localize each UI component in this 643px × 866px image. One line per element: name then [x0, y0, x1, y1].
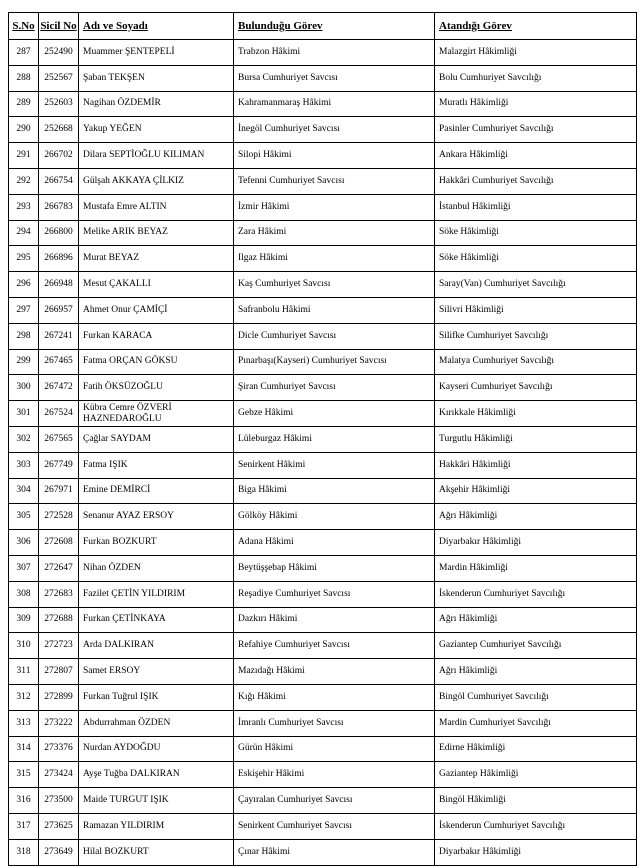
cell-assigned-post: Diyarbakır Hâkimliği: [435, 839, 637, 865]
cell-name: Gülşah AKKAYA ÇİLKIZ: [79, 168, 234, 194]
header-name: Adı ve Soyadı: [79, 13, 234, 40]
cell-sno: 313: [9, 710, 39, 736]
cell-assigned-post: İstanbul Hâkimliği: [435, 194, 637, 220]
header-sno: S.No: [9, 13, 39, 40]
cell-name: Yakup YEĞEN: [79, 117, 234, 143]
cell-current-post: Kığı Hâkimi: [234, 684, 435, 710]
cell-sno: 308: [9, 581, 39, 607]
table-row: [9, 426, 637, 452]
cell-sno: 289: [9, 91, 39, 117]
header-sicil: Sicil No: [39, 13, 79, 40]
table-row: [9, 168, 637, 194]
cell-name: Mesut ÇAKALLI: [79, 272, 234, 298]
cell-assigned-post: Pasinler Cumhuriyet Savcılığı: [435, 117, 637, 143]
cell-sicil: 267971: [39, 478, 79, 504]
table-row: [9, 323, 637, 349]
cell-assigned-post: İskenderun Cumhuriyet Savcılığı: [435, 581, 637, 607]
cell-sicil: 252668: [39, 117, 79, 143]
cell-current-post: Kaş Cumhuriyet Savcısı: [234, 272, 435, 298]
table-row: [9, 220, 637, 246]
table-row: [9, 375, 637, 401]
cell-name: Fatih ÖKSÜZOĞLU: [79, 375, 234, 401]
cell-name: Melike ARIK BEYAZ: [79, 220, 234, 246]
cell-assigned-post: İskenderun Cumhuriyet Savcılığı: [435, 813, 637, 839]
appointments-table: [8, 12, 637, 866]
cell-name: Abdurrahman ÖZDEN: [79, 710, 234, 736]
cell-current-post: Refahiye Cumhuriyet Savcısı: [234, 633, 435, 659]
cell-sno: 316: [9, 788, 39, 814]
cell-sno: 314: [9, 736, 39, 762]
cell-current-post: Dazkırı Hâkimi: [234, 607, 435, 633]
cell-assigned-post: Mardin Hâkimliği: [435, 555, 637, 581]
cell-sno: 307: [9, 555, 39, 581]
cell-name: Senanur AYAZ ERSOY: [79, 504, 234, 530]
cell-sicil: 272608: [39, 530, 79, 556]
cell-assigned-post: Gaziantep Hâkimliği: [435, 762, 637, 788]
table-row: [9, 710, 637, 736]
cell-sicil: 266754: [39, 168, 79, 194]
cell-current-post: Kahramanmaraş Hâkimi: [234, 91, 435, 117]
cell-current-post: Eskişehir Hâkimi: [234, 762, 435, 788]
cell-sicil: 252567: [39, 65, 79, 91]
cell-sicil: 266783: [39, 194, 79, 220]
cell-sno: 298: [9, 323, 39, 349]
cell-sno: 292: [9, 168, 39, 194]
cell-name: Furkan Tuğrul IŞIK: [79, 684, 234, 710]
cell-sno: 295: [9, 246, 39, 272]
cell-current-post: Beytüşşebap Hâkimi: [234, 555, 435, 581]
cell-current-post: Çayıralan Cumhuriyet Savcısı: [234, 788, 435, 814]
cell-sicil: 267472: [39, 375, 79, 401]
header-assigned-post: Atandığı Görev: [435, 13, 637, 40]
cell-assigned-post: Ağrı Hâkimliği: [435, 504, 637, 530]
cell-name: Muammer ŞENTEPELİ: [79, 40, 234, 66]
table-row: [9, 555, 637, 581]
cell-current-post: Bursa Cumhuriyet Savcısı: [234, 65, 435, 91]
cell-current-post: Adana Hâkimi: [234, 530, 435, 556]
cell-assigned-post: Edirne Hâkimliği: [435, 736, 637, 762]
cell-assigned-post: Ağrı Hâkimliği: [435, 607, 637, 633]
cell-current-post: Gölköy Hâkimi: [234, 504, 435, 530]
cell-current-post: Trabzon Hâkimi: [234, 40, 435, 66]
cell-name: Fatma IŞIK: [79, 452, 234, 478]
cell-sicil: 272528: [39, 504, 79, 530]
cell-current-post: Silopi Hâkimi: [234, 143, 435, 169]
cell-assigned-post: Muratlı Hâkimliği: [435, 91, 637, 117]
table-row: [9, 349, 637, 375]
cell-name: Emine DEMİRCİ: [79, 478, 234, 504]
cell-assigned-post: Hakkâri Cumhuriyet Savcılığı: [435, 168, 637, 194]
cell-sno: 306: [9, 530, 39, 556]
cell-sno: 302: [9, 426, 39, 452]
table-row: [9, 65, 637, 91]
cell-name: Ramazan YILDIRIM: [79, 813, 234, 839]
table-row: [9, 813, 637, 839]
cell-sno: 303: [9, 452, 39, 478]
cell-name: Arda DALKIRAN: [79, 633, 234, 659]
cell-name: Murat BEYAZ: [79, 246, 234, 272]
cell-sno: 300: [9, 375, 39, 401]
table-row: [9, 194, 637, 220]
cell-name: Samet ERSOY: [79, 659, 234, 685]
cell-sicil: 272723: [39, 633, 79, 659]
cell-current-post: Mazıdağı Hâkimi: [234, 659, 435, 685]
cell-assigned-post: Silivri Hâkimliği: [435, 297, 637, 323]
cell-sno: 288: [9, 65, 39, 91]
cell-sno: 287: [9, 40, 39, 66]
cell-assigned-post: Ankara Hâkimliği: [435, 143, 637, 169]
cell-sicil: 266957: [39, 297, 79, 323]
cell-current-post: İnegöl Cumhuriyet Savcısı: [234, 117, 435, 143]
cell-name: Ayşe Tuğba DALKIRAN: [79, 762, 234, 788]
cell-assigned-post: Bingöl Cumhuriyet Savcılığı: [435, 684, 637, 710]
cell-sicil: 266896: [39, 246, 79, 272]
cell-sno: 297: [9, 297, 39, 323]
cell-sicil: 272899: [39, 684, 79, 710]
table-row: [9, 401, 637, 427]
cell-current-post: Lüleburgaz Hâkimi: [234, 426, 435, 452]
cell-current-post: Senirkent Cumhuriyet Savcısı: [234, 813, 435, 839]
cell-sno: 301: [9, 401, 39, 427]
table-row: [9, 143, 637, 169]
cell-sicil: 267524: [39, 401, 79, 427]
cell-name: Furkan BOZKURT: [79, 530, 234, 556]
cell-sicil: 252603: [39, 91, 79, 117]
cell-assigned-post: Akşehir Hâkimliği: [435, 478, 637, 504]
cell-sno: 299: [9, 349, 39, 375]
cell-sicil: 273222: [39, 710, 79, 736]
cell-name: Hilal BOZKURT: [79, 839, 234, 865]
cell-current-post: Biga Hâkimi: [234, 478, 435, 504]
table-row: [9, 839, 637, 865]
cell-assigned-post: Diyarbakır Hâkimliği: [435, 530, 637, 556]
cell-sicil: 272647: [39, 555, 79, 581]
table-row: [9, 788, 637, 814]
cell-sicil: 267565: [39, 426, 79, 452]
cell-assigned-post: Gaziantep Cumhuriyet Savcılığı: [435, 633, 637, 659]
table-row: [9, 684, 637, 710]
cell-assigned-post: Söke Hâkimliği: [435, 246, 637, 272]
cell-name: Maide TURGUT IŞIK: [79, 788, 234, 814]
cell-name: Ahmet Onur ÇAMİÇİ: [79, 297, 234, 323]
cell-sicil: 252490: [39, 40, 79, 66]
cell-sno: 293: [9, 194, 39, 220]
cell-sno: 317: [9, 813, 39, 839]
cell-current-post: Safranbolu Hâkimi: [234, 297, 435, 323]
cell-current-post: Şiran Cumhuriyet Savcısı: [234, 375, 435, 401]
cell-current-post: Gebze Hâkimi: [234, 401, 435, 427]
table-row: [9, 246, 637, 272]
cell-current-post: Ilgaz Hâkimi: [234, 246, 435, 272]
cell-assigned-post: Bolu Cumhuriyet Savcılığı: [435, 65, 637, 91]
table-row: [9, 452, 637, 478]
table-row: [9, 659, 637, 685]
cell-current-post: Dicle Cumhuriyet Savcısı: [234, 323, 435, 349]
table-row: [9, 272, 637, 298]
cell-current-post: Zara Hâkimi: [234, 220, 435, 246]
cell-name: Nihan ÖZDEN: [79, 555, 234, 581]
cell-name: Furkan ÇETİNKAYA: [79, 607, 234, 633]
cell-current-post: Gürün Hâkimi: [234, 736, 435, 762]
table-row: [9, 478, 637, 504]
cell-current-post: Tefenni Cumhuriyet Savcısı: [234, 168, 435, 194]
cell-sno: 296: [9, 272, 39, 298]
cell-assigned-post: Bingöl Hâkimliği: [435, 788, 637, 814]
cell-sicil: 273649: [39, 839, 79, 865]
cell-name: Mustafa Emre ALTIN: [79, 194, 234, 220]
cell-assigned-post: Silifke Cumhuriyet Savcılığı: [435, 323, 637, 349]
cell-sno: 309: [9, 607, 39, 633]
cell-assigned-post: Söke Hâkimliği: [435, 220, 637, 246]
cell-name: Fatma ORÇAN GÖKSU: [79, 349, 234, 375]
cell-sno: 290: [9, 117, 39, 143]
cell-current-post: İmranlı Cumhuriyet Savcısı: [234, 710, 435, 736]
table-row: [9, 91, 637, 117]
cell-sicil: 266800: [39, 220, 79, 246]
cell-current-post: İzmir Hâkimi: [234, 194, 435, 220]
cell-name: Dilara SEPTİOĞLU KILIMAN: [79, 143, 234, 169]
cell-sicil: 267749: [39, 452, 79, 478]
table-row: [9, 736, 637, 762]
cell-assigned-post: Ağrı Hâkimliği: [435, 659, 637, 685]
header-current-post: Bulunduğu Görev: [234, 13, 435, 40]
cell-sno: 291: [9, 143, 39, 169]
cell-sicil: 273500: [39, 788, 79, 814]
cell-current-post: Senirkent Hâkimi: [234, 452, 435, 478]
cell-sicil: 272807: [39, 659, 79, 685]
cell-sno: 312: [9, 684, 39, 710]
cell-sno: 304: [9, 478, 39, 504]
cell-name: Nagihan ÖZDEMİR: [79, 91, 234, 117]
table-body: [9, 40, 637, 866]
cell-name: Kübra Cemre ÖZVERİ HAZNEDAROĞLU: [79, 401, 234, 427]
cell-sno: 310: [9, 633, 39, 659]
cell-assigned-post: Hakkâri Hâkimliği: [435, 452, 637, 478]
cell-name: Nurdan AYDOĞDU: [79, 736, 234, 762]
table-row: [9, 633, 637, 659]
cell-assigned-post: Saray(Van) Cumhuriyet Savcılığı: [435, 272, 637, 298]
table-row: [9, 297, 637, 323]
cell-current-post: Pınarbaşı(Kayseri) Cumhuriyet Savcısı: [234, 349, 435, 375]
cell-sno: 305: [9, 504, 39, 530]
cell-assigned-post: Malazgirt Hâkimliği: [435, 40, 637, 66]
cell-sicil: 272688: [39, 607, 79, 633]
cell-sno: 311: [9, 659, 39, 685]
table-row: [9, 117, 637, 143]
cell-current-post: Çınar Hâkimi: [234, 839, 435, 865]
cell-sno: 315: [9, 762, 39, 788]
cell-sicil: 272683: [39, 581, 79, 607]
table-row: [9, 40, 637, 66]
table-row: [9, 530, 637, 556]
cell-assigned-post: Kayseri Cumhuriyet Savcılığı: [435, 375, 637, 401]
table-row: [9, 581, 637, 607]
cell-sicil: 273376: [39, 736, 79, 762]
cell-sicil: 266702: [39, 143, 79, 169]
cell-assigned-post: Turgutlu Hâkimliği: [435, 426, 637, 452]
table-row: [9, 504, 637, 530]
cell-name: Çağlar SAYDAM: [79, 426, 234, 452]
cell-name: Fazilet ÇETİN YILDIRIM: [79, 581, 234, 607]
cell-assigned-post: Kırıkkale Hâkimliği: [435, 401, 637, 427]
table-row: [9, 762, 637, 788]
cell-assigned-post: Malatya Cumhuriyet Savcılığı: [435, 349, 637, 375]
cell-sicil: 273424: [39, 762, 79, 788]
header-row: [9, 13, 637, 40]
cell-name: Furkan KARACA: [79, 323, 234, 349]
table-row: [9, 607, 637, 633]
cell-sicil: 273625: [39, 813, 79, 839]
cell-name: Şaban TEKŞEN: [79, 65, 234, 91]
cell-current-post: Reşadiye Cumhuriyet Savcısı: [234, 581, 435, 607]
cell-assigned-post: Mardin Cumhuriyet Savcılığı: [435, 710, 637, 736]
cell-sno: 294: [9, 220, 39, 246]
cell-sicil: 266948: [39, 272, 79, 298]
cell-sicil: 267465: [39, 349, 79, 375]
cell-sno: 318: [9, 839, 39, 865]
cell-sicil: 267241: [39, 323, 79, 349]
